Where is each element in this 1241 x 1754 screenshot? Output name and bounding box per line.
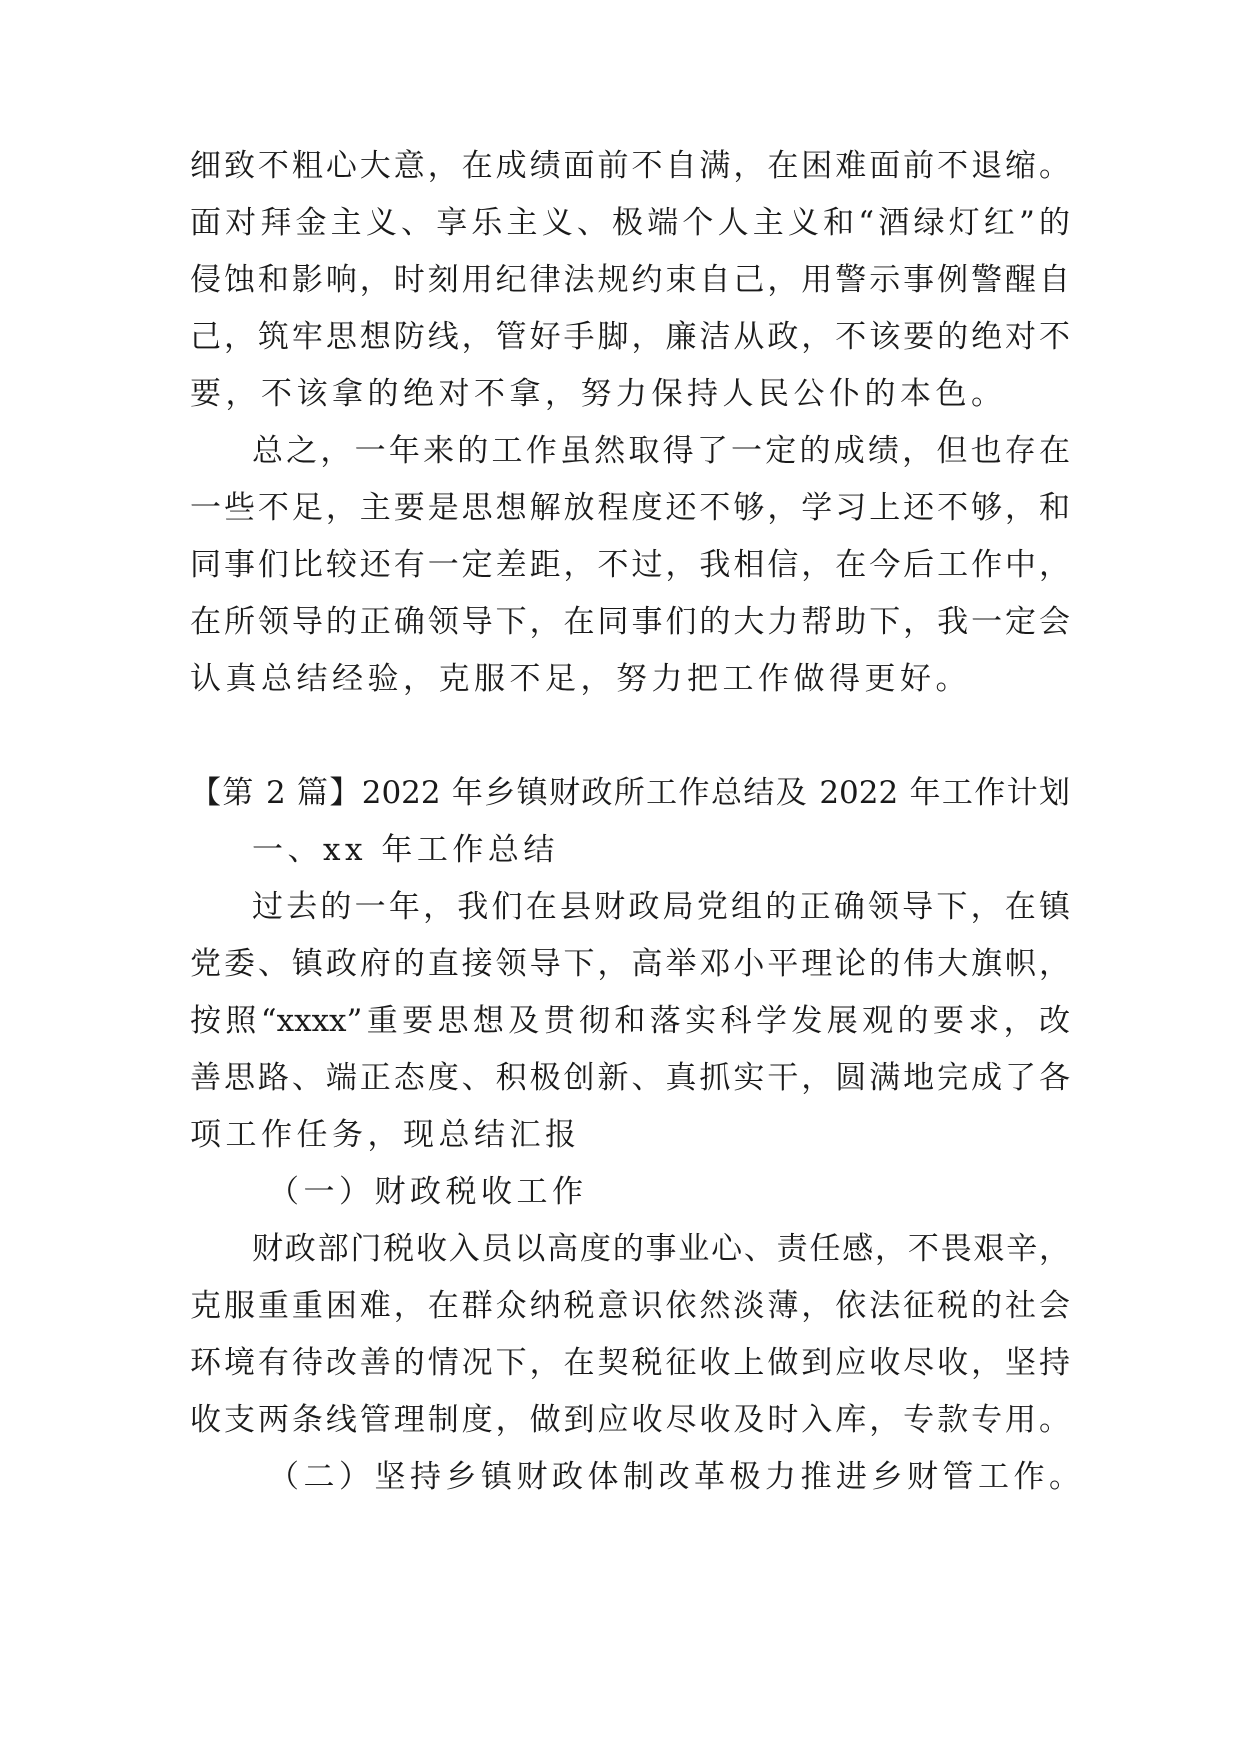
subsection-heading: （一）财政税收工作 — [268, 1174, 588, 1210]
paragraph-line: 己，筑牢思想防线，管好手脚，廉洁从政，不该要的绝对不 — [190, 319, 1070, 355]
paragraph-line: 总之，一年来的工作虽然取得了一定的成绩，但也存在 — [252, 433, 1070, 469]
paragraph-line: 同事们比较还有一定差距，不过，我相信，在今后工作中， — [190, 547, 1070, 583]
paragraph-line: 党委、镇政府的直接领导下，高举邓小平理论的伟大旗帜， — [190, 946, 1070, 982]
paragraph-line: 按照“xxxx”重要思想及贯彻和落实科学发展观的要求，改 — [190, 1003, 1070, 1039]
paragraph-line: 侵蚀和影响，时刻用纪律法规约束自己，用警示事例警醒自 — [190, 262, 1070, 298]
paragraph-line: 要，不该拿的绝对不拿，努力保持人民公仆的本色。 — [190, 376, 1007, 412]
paragraph-line: 克服重重困难，在群众纳税意识依然淡薄，依法征税的社会 — [190, 1288, 1070, 1324]
subsection-heading: （二）坚持乡镇财政体制改革极力推进乡财管工作。 — [268, 1459, 1085, 1495]
paragraph-line: 项工作任务，现总结汇报 — [190, 1117, 581, 1153]
paragraph-line: 财政部门税收入员以高度的事业心、责任感，不畏艰辛， — [252, 1231, 1070, 1267]
paragraph-line: 善思路、端正态度、积极创新、真抓实干，圆满地完成了各 — [190, 1060, 1070, 1096]
article-title: 【第 2 篇】2022 年乡镇财政所工作总结及 2022 年工作计划 — [190, 775, 1070, 811]
paragraph-line: 收支两条线管理制度，做到应收尽收及时入库，专款专用。 — [190, 1402, 1070, 1438]
paragraph-line: 过去的一年，我们在县财政局党组的正确领导下，在镇 — [252, 889, 1070, 925]
paragraph-line: 面对拜金主义、享乐主义、极端个人主义和“酒绿灯红”的 — [190, 205, 1070, 241]
paragraph-line: 认真总结经验，克服不足，努力把工作做得更好。 — [190, 661, 971, 697]
paragraph-line: 环境有待改善的情况下，在契税征收上做到应收尽收，坚持 — [190, 1345, 1070, 1381]
paragraph-line: 在所领导的正确领导下，在同事们的大力帮助下，我一定会 — [190, 604, 1070, 640]
paragraph-line: 细致不粗心大意，在成绩面前不自满，在困难面前不退缩。 — [190, 148, 1070, 184]
paragraph-line: 一些不足，主要是思想解放程度还不够，学习上还不够，和 — [190, 490, 1070, 526]
section-heading: 一、xx 年工作总结 — [252, 832, 559, 868]
